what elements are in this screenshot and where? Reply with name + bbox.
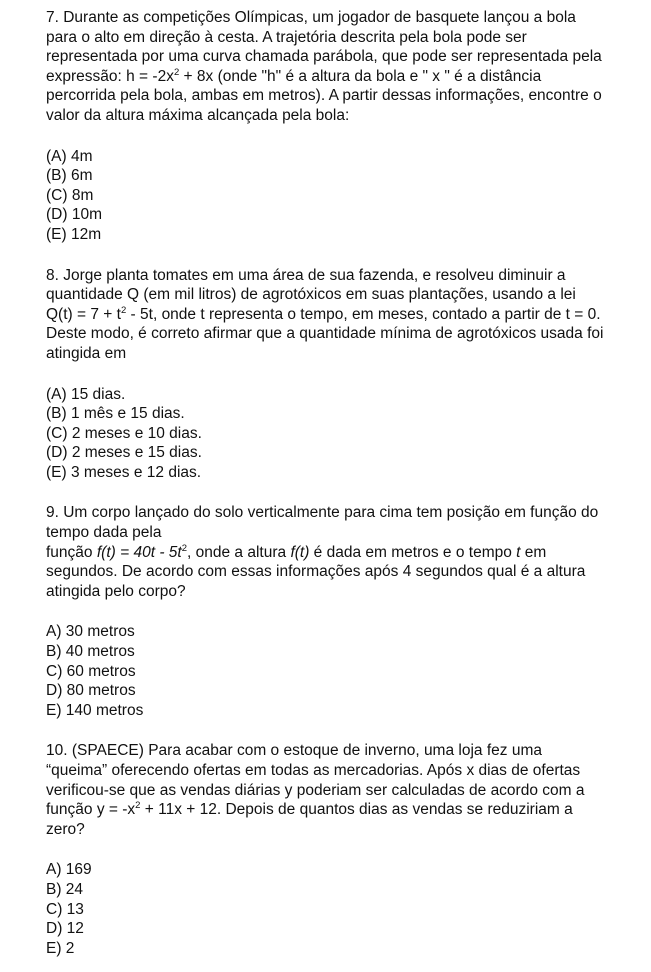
exercise-sheet <box>46 8 606 958</box>
option-c[interactable]: (C) 2 meses e 10 dias. <box>46 424 202 442</box>
question-7 <box>46 8 606 245</box>
option-a[interactable]: A) 169 <box>46 861 92 879</box>
option-a[interactable]: A) 30 metros <box>46 623 135 641</box>
option-b[interactable]: (B) 6m <box>46 167 93 185</box>
option-d[interactable]: (D) 10m <box>46 206 102 224</box>
option-d[interactable]: D) 80 metros <box>46 682 136 700</box>
question-8-options <box>46 385 606 483</box>
option-a[interactable]: (A) 15 dias. <box>46 385 126 403</box>
function-expression: f(t) = 40t - 5t <box>96 543 182 561</box>
question-10 <box>46 741 606 958</box>
question-10-text: 10. (SPAECE) Para acabar com o estoque de inverno, uma loja fez uma “queima” oferecendo ofertas em todas as mercadorias. Após x dias de ofertas verificou-se que as vendas diárias y poderiam ser calculadas de acordo com a função $y = -x^2 + 11x + 12$. Depois de quantos dias as vendas se reduziriam a zero? <box>46 742 585 838</box>
option-a[interactable]: (A) 4m <box>46 147 93 165</box>
question-9 <box>46 503 606 720</box>
question-9-text: função $f(t) = 40t - 5t^2$, onde a altura f(t) é dada em metros e o tempo t em segundos. De acordo com essas informações após 4 segundos qual é a altura atingida pelo corpo? <box>46 542 586 600</box>
option-d[interactable]: (D) 2 meses e 15 dias. <box>46 444 202 462</box>
question-10-options <box>46 860 606 958</box>
option-c[interactable]: C) 60 metros <box>46 662 136 680</box>
option-d[interactable]: D) 12 <box>46 920 84 938</box>
question-7-options <box>46 147 606 245</box>
option-e[interactable]: (E) 12m <box>46 225 102 243</box>
question-8-text: 8. Jorge planta tomates em uma área de sua fazenda, e resolveu diminuir a quantidade Q (em mil litros) de agrotóxicos em suas plantações, usando a lei $Q(t) = 7 + t^2 - 5t$, onde t representa o tempo, em meses, contado a partir de t = 0. Deste modo, é correto afirmar que a quantidade mínima de agrotóxicos usada foi atingida em <box>46 266 604 362</box>
option-b[interactable]: B) 24 <box>46 880 84 898</box>
option-e[interactable]: (E) 3 meses e 12 dias. <box>46 463 202 481</box>
question-9-intro: 9. Um corpo lançado do solo verticalmente para cima tem posição em função do tempo dada pela <box>46 504 599 542</box>
option-c[interactable]: C) 13 <box>46 900 84 918</box>
option-b[interactable]: B) 40 metros <box>46 643 135 661</box>
question-9-options <box>46 622 606 720</box>
option-e[interactable]: E) 2 <box>46 939 75 957</box>
option-b[interactable]: (B) 1 mês e 15 dias. <box>46 405 185 423</box>
question-7-text: 7. Durante as competições Olímpicas, um jogador de basquete lançou a bola para o alto em direção à cesta. A trajetória descrita pela bola pode ser representada por uma curva chamada parábola, que pode ser representada pela expressão: $h = -2x^2 + 8x$ (onde "h" é a altura da bola e " x " é a distância percorrida pela bola, ambas em metros). A partir dessas informações, encontre o valor da altura máxima alcançada pela bola: <box>46 9 602 124</box>
option-c[interactable]: (C) 8m <box>46 186 94 204</box>
option-e[interactable]: E) 140 metros <box>46 701 144 719</box>
question-8 <box>46 266 606 483</box>
